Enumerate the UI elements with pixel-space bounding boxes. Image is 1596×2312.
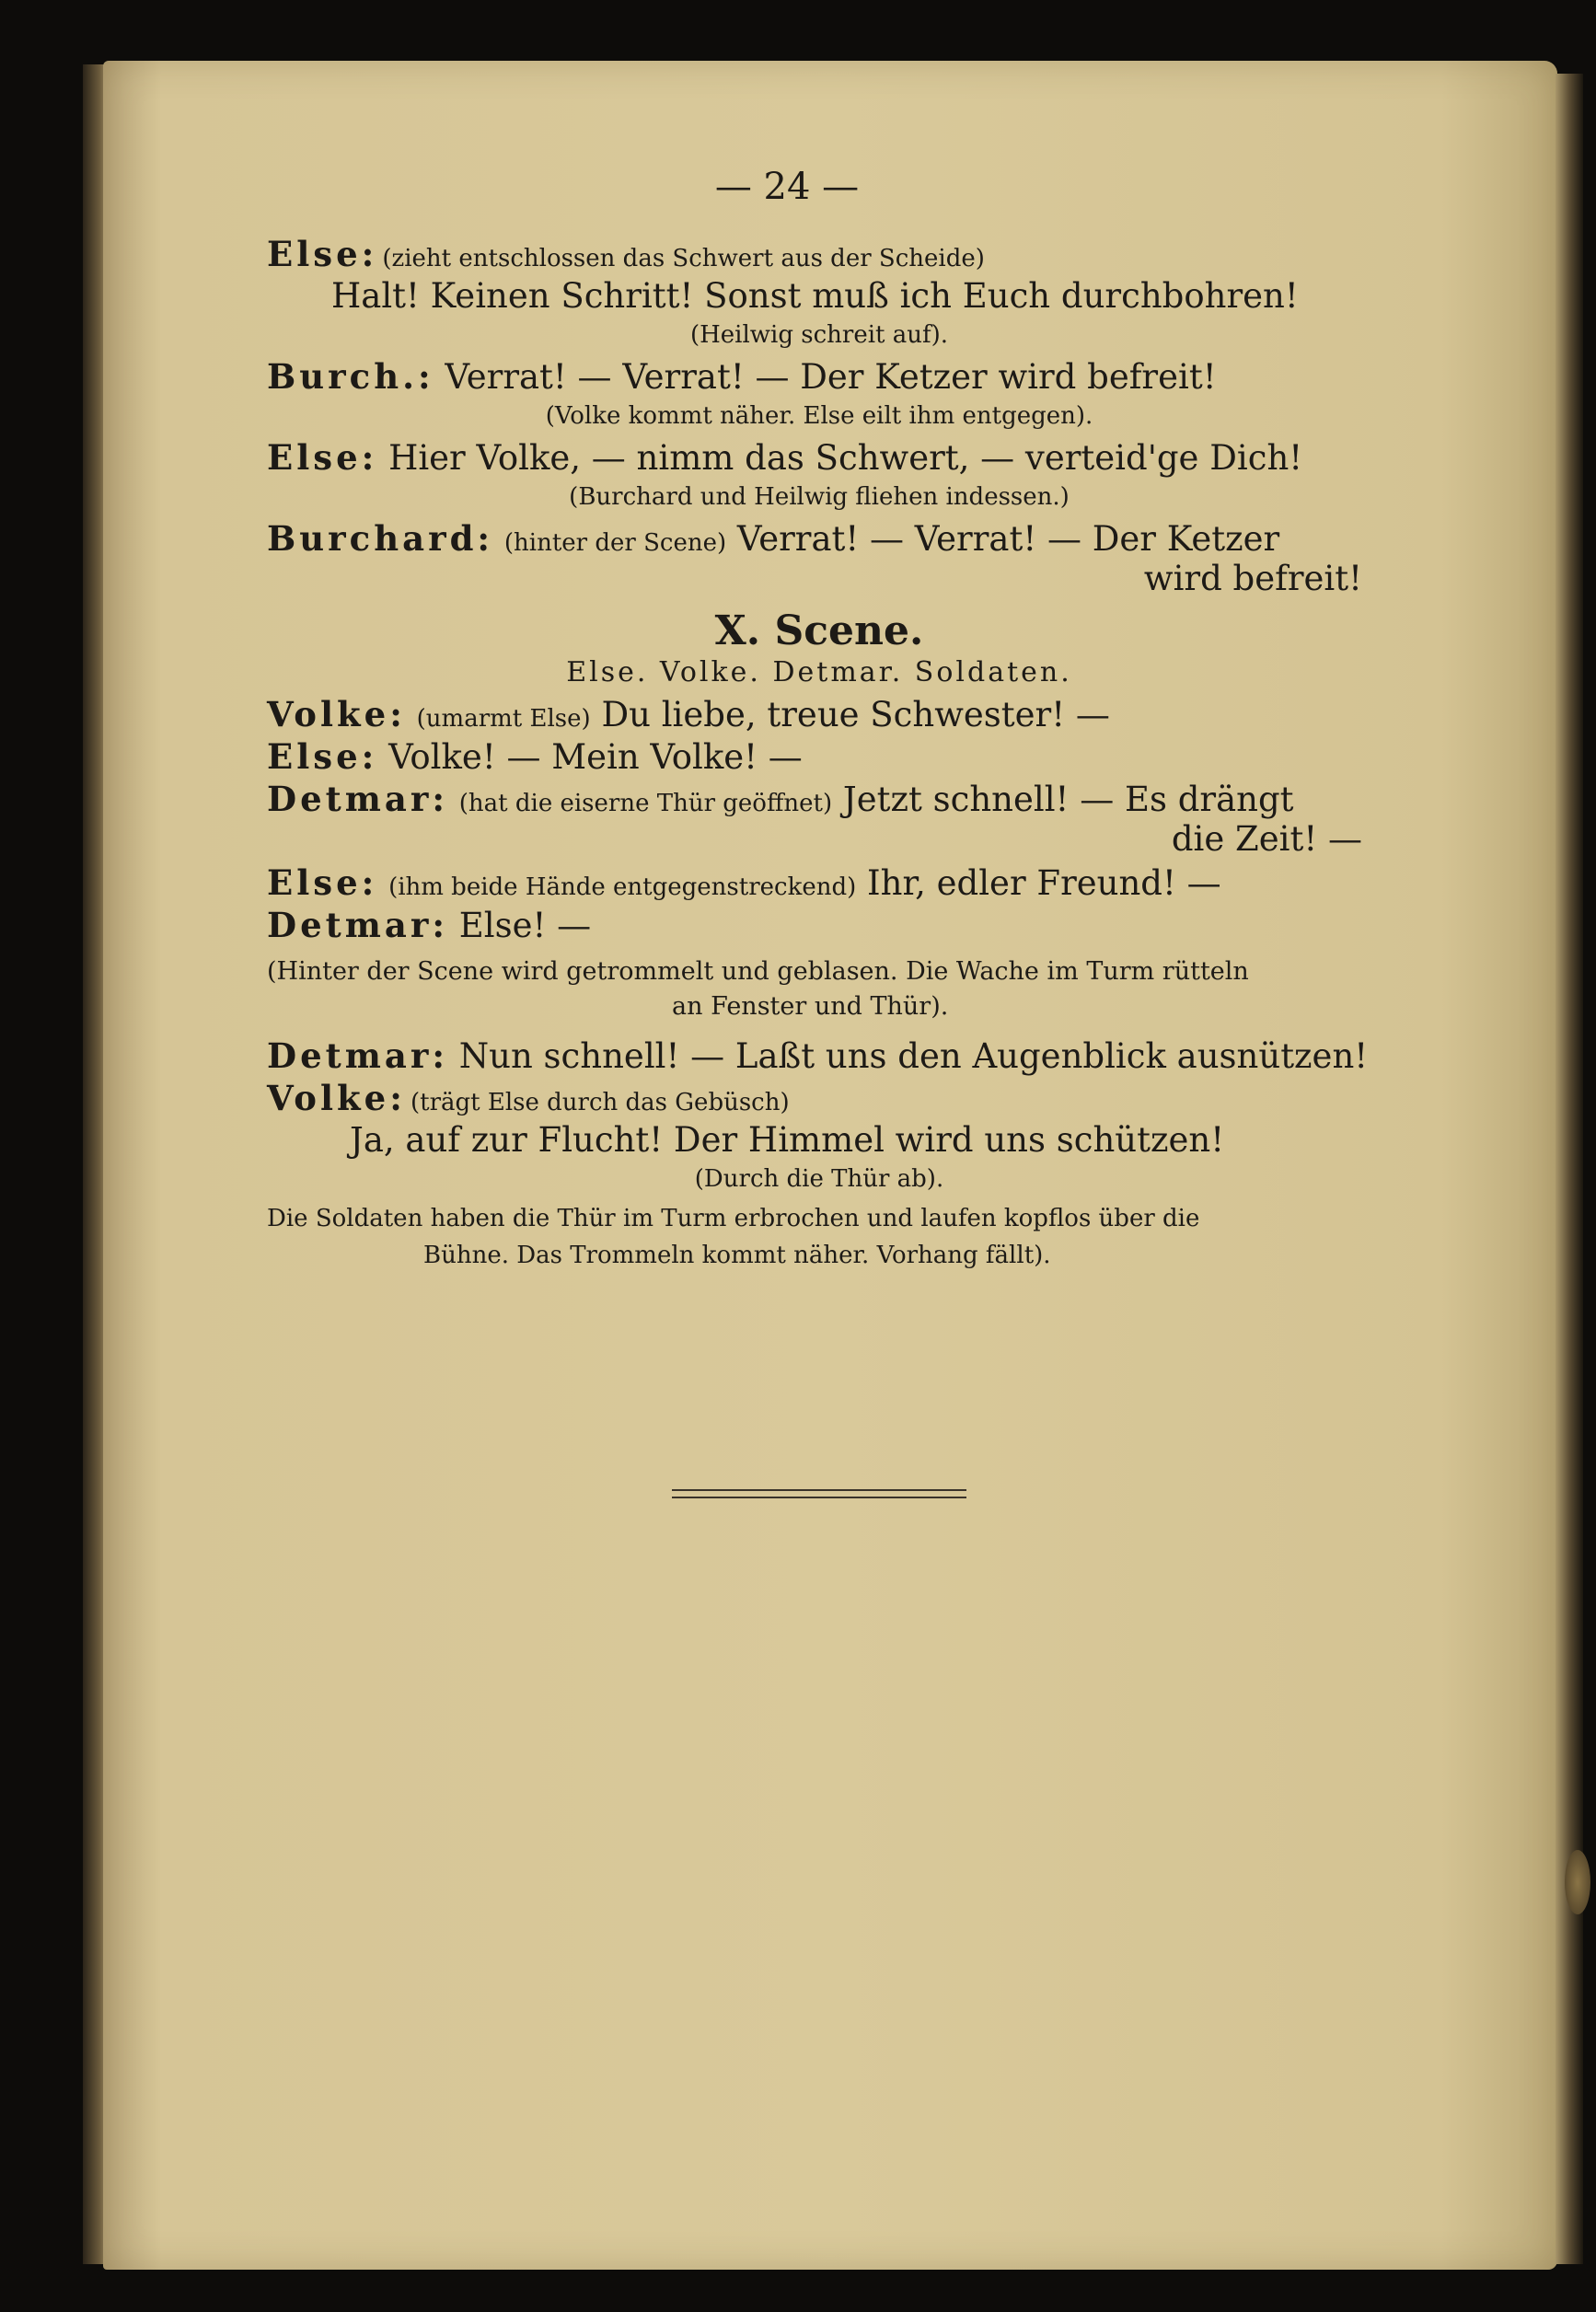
dialogue-line [267,1078,1371,1118]
dialogue-line [267,862,1371,903]
scene-title: X. Scene. [714,607,924,654]
dialogue-text: Volke! — Mein Volke! — [388,737,803,777]
stage-direction-block [267,954,1371,1024]
end-rule [672,1489,966,1498]
dialogue-text: Ihr, edler Freund! — [867,863,1221,903]
speaker-name: Volke: [267,1078,406,1118]
speaker-name: Detmar: [267,779,448,819]
speaker-name: Else: [267,437,378,478]
stage-direction: (ihm beide Hände entgegenstreckend) [388,873,857,901]
scene-cast: Else. Volke. Detmar. Soldaten. [566,656,1072,688]
stage-direction: (umarmt Else) [416,705,591,733]
stage-direction: (zieht entschlossen das Schwert aus der Scheide) [382,245,985,272]
dialogue-line [267,694,1371,734]
dialogue-text: Else! — [458,906,592,945]
stage-direction-line: an Fenster und Thür). [672,992,949,1021]
dialogue-text: Halt! Keinen Schritt! Sonst muß ich Euch durchbohren! [331,276,1299,316]
dialogue-line [267,779,1371,819]
dialogue-text: Ja, auf zur Flucht! Der Himmel wird uns schützen! [350,1120,1225,1160]
dialogue-line [267,1120,1371,1160]
dialogue-line [267,437,1371,478]
page-edge [1556,74,1583,2264]
stage-direction: (Burchard und Heilwig fliehen indessen.) [569,483,1070,511]
dialogue-line [267,356,1371,397]
page-number: — 24 — [714,166,860,208]
dialogue-line [267,905,1371,945]
dialogue-continuation: wird befreit! [1143,559,1362,598]
page-text [267,166,1371,1274]
stage-direction: (Heilwig schreit auf). [689,321,949,349]
stage-direction: (hat die eiserne Thür geöffnet) [458,790,833,817]
dialogue-text: Verrat! — Verrat! — Der Ketzer [736,519,1280,559]
stage-direction: (Volke kommt näher. Else eilt ihm entgegen). [545,402,1093,430]
dialogue-continuation: die Zeit! — [1171,819,1362,859]
dialogue-line [267,276,1371,316]
dialogue-line [267,736,1371,777]
dialogue-text: Jetzt schnell! — Es drängt [842,780,1294,819]
stage-direction-line: Bühne. Das Trommeln kommt näher. Vorhang fällt). [423,1242,1051,1269]
stage-direction: (Durch die Thür ab). [694,1165,944,1193]
stage-direction-line: Die Soldaten haben die Thür im Turm erbrochen und laufen kopflos über die [267,1205,1200,1232]
speaker-name: Burch.: [267,356,434,397]
final-direction [267,1200,1371,1274]
speaker-name: Else: [267,736,378,777]
speaker-name: Burchard: [267,518,494,559]
speaker-name: Detmar: [267,905,448,945]
speaker-name: Volke: [267,694,406,734]
stage-direction: (trägt Else durch das Gebüsch) [410,1089,790,1116]
dialogue-text: Hier Volke, — nimm das Schwert, — verteid'ge Dich! [388,438,1303,478]
speaker-name: Detmar: [267,1035,448,1076]
dialogue-line [267,518,1371,559]
dialogue-text: Du liebe, treue Schwester! — [601,695,1110,734]
dialogue-text: Verrat! — Verrat! — Der Ketzer wird befreit! [445,357,1217,397]
dialogue-text: Nun schnell! — Laßt uns den Augenblick ausnützen! [458,1036,1369,1076]
dialogue-line [267,234,1371,274]
stage-direction: (hinter der Scene) [503,529,727,557]
stage-direction-line: (Hinter der Scene wird getrommelt und geblasen. Die Wache im Turm rütteln [267,957,1249,986]
speaker-name: Else: [267,862,378,903]
paper-stain [1565,1850,1590,1914]
dialogue-line [267,1035,1371,1076]
speaker-name: Else: [267,234,378,274]
